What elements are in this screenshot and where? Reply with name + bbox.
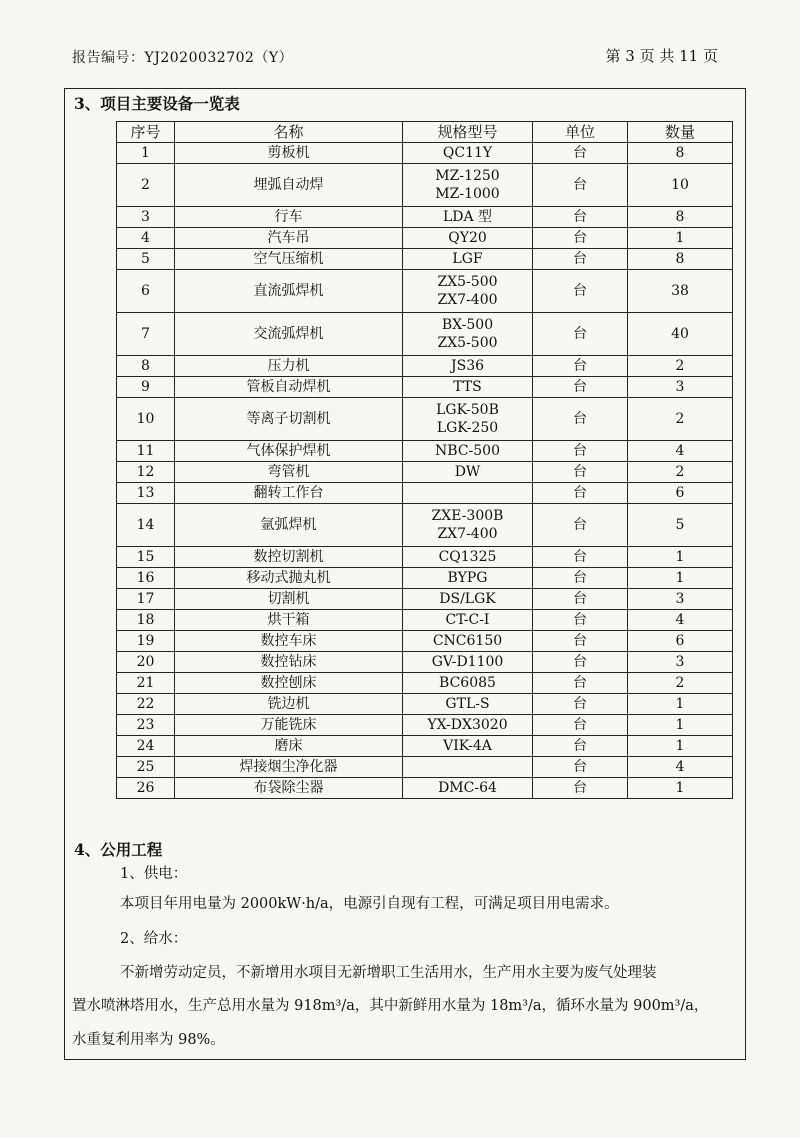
cell-unit: 台: [533, 673, 628, 694]
cell-name: 氩弧焊机: [175, 504, 403, 547]
cell-unit: 台: [533, 377, 628, 398]
cell-unit: 台: [533, 462, 628, 483]
cell-spec: [403, 483, 533, 504]
cell-qty: 6: [628, 483, 733, 504]
spec-line: CT-C-I: [445, 612, 490, 628]
cell-unit: 台: [533, 610, 628, 631]
cell-unit: 台: [533, 313, 628, 356]
cell-qty: 8: [628, 249, 733, 270]
cell-spec: [403, 504, 533, 547]
spec-line: TTS: [453, 379, 482, 395]
cell-qty: 3: [628, 652, 733, 673]
cell-spec: [403, 441, 533, 462]
power-heading: 1、供电：: [120, 866, 188, 882]
cell-unit: 台: [533, 504, 628, 547]
table-row: [117, 398, 733, 441]
section3-title: 3、项目主要设备一览表: [74, 94, 240, 113]
cell-qty: 1: [628, 568, 733, 589]
cell-qty: 3: [628, 377, 733, 398]
cell-qty: 10: [628, 164, 733, 207]
cell-spec: [403, 164, 533, 207]
cell-qty: 2: [628, 398, 733, 441]
spec-line: JS36: [450, 358, 485, 374]
cell-unit: 台: [533, 228, 628, 249]
cell-spec: [403, 673, 533, 694]
table-row: [117, 313, 733, 356]
spec-line: CQ1325: [438, 549, 497, 565]
cell-spec: [403, 694, 533, 715]
col-header-qty: 数量: [628, 122, 733, 143]
table-row: [117, 164, 733, 207]
cell-spec: [403, 313, 533, 356]
page-indicator: 第 3 页 共 11 页: [605, 47, 718, 65]
spec-line: NBC-500: [435, 443, 500, 459]
table-row: [117, 694, 733, 715]
table-row: [117, 715, 733, 736]
col-header-spec: 规格型号: [403, 122, 533, 143]
cell-spec: [403, 228, 533, 249]
spec-line: LGK-250: [436, 420, 499, 436]
cell-no: 17: [117, 589, 175, 610]
cell-no: 23: [117, 715, 175, 736]
cell-no: 5: [117, 249, 175, 270]
cell-name: 万能铣床: [175, 715, 403, 736]
table-row: [117, 483, 733, 504]
cell-qty: 4: [628, 757, 733, 778]
cell-no: 7: [117, 313, 175, 356]
cell-no: 14: [117, 504, 175, 547]
col-header-name: 名称: [175, 122, 403, 143]
cell-name: 切割机: [175, 589, 403, 610]
cell-unit: 台: [533, 441, 628, 462]
cell-unit: 台: [533, 249, 628, 270]
cell-spec: [403, 398, 533, 441]
cell-unit: 台: [533, 568, 628, 589]
spec-line: QC11Y: [442, 145, 493, 161]
cell-qty: 1: [628, 694, 733, 715]
table-row: [117, 736, 733, 757]
cell-spec: [403, 610, 533, 631]
cell-name: 空气压缩机: [175, 249, 403, 270]
table-row: [117, 568, 733, 589]
cell-qty: 8: [628, 207, 733, 228]
cell-name: 铣边机: [175, 694, 403, 715]
cell-name: 数控车床: [175, 631, 403, 652]
cell-spec: [403, 568, 533, 589]
cell-unit: 台: [533, 694, 628, 715]
cell-name: 磨床: [175, 736, 403, 757]
water-heading: 2、给水：: [120, 931, 188, 947]
table-row: [117, 270, 733, 313]
cell-no: 18: [117, 610, 175, 631]
spec-line: DS/LGK: [439, 591, 496, 607]
cell-unit: 台: [533, 652, 628, 673]
cell-spec: [403, 757, 533, 778]
cell-qty: 2: [628, 673, 733, 694]
cell-unit: 台: [533, 778, 628, 799]
cell-no: 24: [117, 736, 175, 757]
table-row: [117, 207, 733, 228]
cell-qty: 40: [628, 313, 733, 356]
table-row: [117, 631, 733, 652]
cell-no: 1: [117, 143, 175, 164]
cell-unit: 台: [533, 164, 628, 207]
cell-name: 烘干箱: [175, 610, 403, 631]
spec-line: CNC6150: [432, 633, 503, 649]
table-row: [117, 547, 733, 568]
cell-no: 4: [117, 228, 175, 249]
cell-spec: [403, 652, 533, 673]
cell-spec: [403, 715, 533, 736]
cell-qty: 1: [628, 228, 733, 249]
cell-name: 汽车吊: [175, 228, 403, 249]
cell-qty: 2: [628, 462, 733, 483]
cell-name: 数控钻床: [175, 652, 403, 673]
cell-unit: 台: [533, 483, 628, 504]
cell-qty: 6: [628, 631, 733, 652]
cell-spec: [403, 631, 533, 652]
spec-line: ZX7-400: [437, 292, 498, 308]
cell-qty: 8: [628, 143, 733, 164]
spec-line: GTL-S: [445, 696, 490, 712]
cell-name: 等离子切割机: [175, 398, 403, 441]
cell-spec: [403, 736, 533, 757]
equipment-table: [116, 121, 733, 799]
cell-no: 21: [117, 673, 175, 694]
table-row: [117, 441, 733, 462]
water-text-line-3: 水重复利用率为 98%。: [72, 1032, 225, 1048]
spec-line: GV-D1100: [431, 654, 504, 670]
cell-unit: 台: [533, 143, 628, 164]
cell-name: 剪板机: [175, 143, 403, 164]
spec-line: QY20: [448, 230, 487, 246]
table-header-row: [117, 122, 733, 143]
spec-line: ZX5-500: [437, 335, 498, 351]
cell-no: 11: [117, 441, 175, 462]
cell-no: 3: [117, 207, 175, 228]
cell-spec: [403, 249, 533, 270]
cell-qty: 38: [628, 270, 733, 313]
cell-spec: [403, 356, 533, 377]
equipment-table-body: [117, 143, 733, 799]
cell-qty: 2: [628, 356, 733, 377]
spec-line: VIK-4A: [443, 738, 492, 754]
cell-unit: 台: [533, 398, 628, 441]
cell-no: 25: [117, 757, 175, 778]
table-row: [117, 356, 733, 377]
cell-qty: 4: [628, 441, 733, 462]
cell-qty: 5: [628, 504, 733, 547]
spec-line: DW: [454, 464, 481, 480]
cell-no: 13: [117, 483, 175, 504]
cell-spec: [403, 589, 533, 610]
cell-no: 9: [117, 377, 175, 398]
table-row: [117, 778, 733, 799]
cell-no: 22: [117, 694, 175, 715]
cell-name: 焊接烟尘净化器: [175, 757, 403, 778]
table-row: [117, 673, 733, 694]
cell-unit: 台: [533, 356, 628, 377]
cell-name: 数控切割机: [175, 547, 403, 568]
table-row: [117, 504, 733, 547]
cell-unit: 台: [533, 757, 628, 778]
cell-qty: 4: [628, 610, 733, 631]
spec-line: MZ-1250: [435, 168, 500, 184]
table-row: [117, 377, 733, 398]
section4-title: 4、公用工程: [74, 840, 163, 859]
table-row: [117, 757, 733, 778]
cell-spec: [403, 462, 533, 483]
spec-line: MZ-1000: [435, 186, 500, 202]
cell-name: 气体保护焊机: [175, 441, 403, 462]
cell-qty: 1: [628, 736, 733, 757]
cell-name: 管板自动焊机: [175, 377, 403, 398]
spec-line: LGK-50B: [436, 402, 499, 418]
cell-name: 移动式抛丸机: [175, 568, 403, 589]
water-text-line-2: 置水喷淋塔用水，生产总用水量为 918m³/a，其中新鲜用水量为 18m³/a，循环水量为 900m³/a，: [72, 998, 709, 1014]
cell-unit: 台: [533, 631, 628, 652]
cell-qty: 3: [628, 589, 733, 610]
col-header-unit: 单位: [533, 122, 628, 143]
spec-line: BYPG: [447, 570, 488, 586]
cell-no: 15: [117, 547, 175, 568]
table-row: [117, 228, 733, 249]
cell-unit: 台: [533, 547, 628, 568]
spec-line: BX-500: [441, 317, 494, 333]
cell-name: 压力机: [175, 356, 403, 377]
cell-name: 弯管机: [175, 462, 403, 483]
col-header-no: 序号: [117, 122, 175, 143]
cell-name: 交流弧焊机: [175, 313, 403, 356]
cell-name: 布袋除尘器: [175, 778, 403, 799]
water-text-line-1: 不新增劳动定员，不新增用水项目无新增职工生活用水，生产用水主要为废气处理装: [120, 965, 657, 981]
cell-name: 行车: [175, 207, 403, 228]
cell-spec: [403, 778, 533, 799]
cell-no: 8: [117, 356, 175, 377]
cell-spec: [403, 377, 533, 398]
spec-line: LDA 型: [442, 209, 493, 225]
cell-no: 20: [117, 652, 175, 673]
cell-unit: 台: [533, 589, 628, 610]
cell-spec: [403, 270, 533, 313]
cell-no: 2: [117, 164, 175, 207]
cell-spec: [403, 547, 533, 568]
cell-name: 翻转工作台: [175, 483, 403, 504]
table-row: [117, 610, 733, 631]
cell-name: 数控刨床: [175, 673, 403, 694]
cell-qty: 1: [628, 715, 733, 736]
cell-no: 19: [117, 631, 175, 652]
cell-unit: 台: [533, 270, 628, 313]
cell-qty: 1: [628, 778, 733, 799]
cell-no: 26: [117, 778, 175, 799]
cell-no: 10: [117, 398, 175, 441]
table-row: [117, 249, 733, 270]
spec-line: ZX5-500: [437, 274, 498, 290]
cell-spec: [403, 207, 533, 228]
spec-line: DMC-64: [438, 780, 497, 796]
cell-name: 直流弧焊机: [175, 270, 403, 313]
cell-unit: 台: [533, 736, 628, 757]
spec-line: ZX7-400: [437, 526, 498, 542]
cell-unit: 台: [533, 715, 628, 736]
table-row: [117, 589, 733, 610]
report-number: 报告编号：YJ2020032702（Y）: [72, 50, 294, 66]
cell-name: 埋弧自动焊: [175, 164, 403, 207]
cell-no: 16: [117, 568, 175, 589]
power-text: 本项目年用电量为 2000kW·h/a，电源引自现有工程，可满足项目用电需求。: [120, 896, 619, 912]
cell-no: 6: [117, 270, 175, 313]
table-row: [117, 462, 733, 483]
spec-line: BC6085: [439, 675, 496, 691]
cell-qty: 1: [628, 547, 733, 568]
spec-line: YX-DX3020: [427, 717, 508, 733]
cell-unit: 台: [533, 207, 628, 228]
table-row: [117, 652, 733, 673]
cell-no: 12: [117, 462, 175, 483]
table-row: [117, 143, 733, 164]
spec-line: ZXE-300B: [431, 508, 504, 524]
cell-spec: [403, 143, 533, 164]
spec-line: LGF: [452, 251, 483, 267]
